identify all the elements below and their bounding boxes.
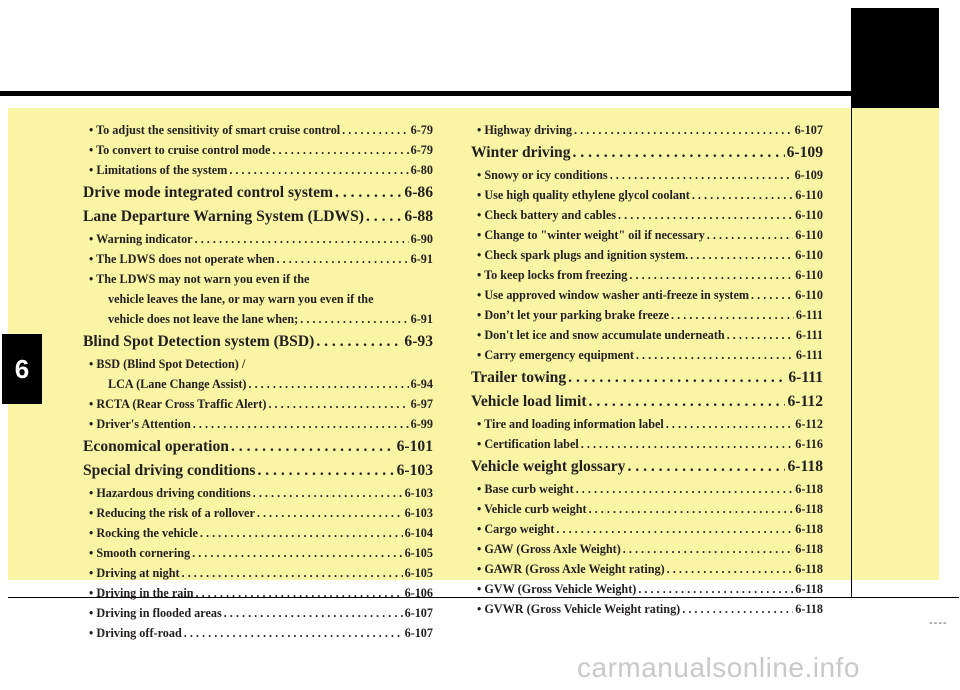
- toc-subentry[interactable]: [83, 623, 433, 643]
- dot-leader: [576, 479, 794, 499]
- toc-subentry[interactable]: [471, 434, 823, 454]
- toc-page-number: 6-112: [795, 417, 823, 431]
- toc-subentry[interactable]: [83, 523, 433, 543]
- toc-page-number: 6-107: [794, 123, 823, 137]
- toc-page-number: 6-111: [795, 348, 823, 362]
- dot-leader: [200, 523, 403, 543]
- toc-subentry[interactable]: [83, 543, 433, 563]
- toc-page-number: 6-118: [787, 458, 823, 475]
- page-marker: ----: [929, 617, 948, 629]
- toc-entry-title: • Driving in the rain: [89, 586, 194, 600]
- watermark-text: carmanualsonline.info: [577, 652, 860, 683]
- dot-leader: [589, 390, 786, 413]
- dot-leader: [257, 503, 403, 523]
- dot-leader: [682, 599, 793, 619]
- dot-leader: [638, 579, 793, 599]
- dot-leader: [229, 160, 408, 180]
- toc-subentry[interactable]: [83, 160, 433, 180]
- toc-page-number: 6-107: [404, 626, 433, 640]
- toc-page-number: 6-79: [410, 143, 433, 157]
- toc-section-entry[interactable]: [83, 435, 433, 458]
- dot-leader: [192, 543, 402, 563]
- toc-page-number: 6-94: [410, 377, 433, 391]
- dot-leader: [581, 434, 793, 454]
- toc-section-entry[interactable]: [83, 330, 433, 353]
- toc-page-number: 6-110: [795, 248, 823, 262]
- toc-page-number: 6-91: [410, 312, 433, 326]
- toc-subentry[interactable]: [83, 394, 433, 414]
- toc-subentry[interactable]: [471, 479, 823, 499]
- toc-page-number: 6-103: [396, 462, 433, 479]
- toc-subentry[interactable]: [83, 249, 433, 269]
- toc-subentry[interactable]: [471, 519, 823, 539]
- dot-leader: [184, 623, 403, 643]
- toc-page-number: 6-91: [410, 252, 433, 266]
- toc-subentry[interactable]: [471, 539, 823, 559]
- toc-page-number: 6-106: [404, 586, 433, 600]
- toc-entry-title: • Change to "winter weight" oil if necessary: [477, 228, 705, 242]
- toc-page-number: 6-118: [795, 602, 823, 616]
- dot-leader: [300, 309, 408, 329]
- toc-entry-title: • Warning indicator: [89, 232, 193, 246]
- dot-leader: [268, 394, 408, 414]
- dot-leader: [727, 325, 794, 345]
- dot-leader: [182, 563, 403, 583]
- toc-entry-title: • Smooth cornering: [89, 546, 191, 560]
- toc-page-number: 6-111: [795, 328, 823, 342]
- dot-leader: [568, 366, 786, 389]
- toc-subentry[interactable]: [83, 229, 433, 249]
- dot-leader: [627, 455, 785, 478]
- dot-leader: [667, 559, 794, 579]
- toc-page-number: 6-103: [404, 486, 433, 500]
- header-rule: [0, 91, 851, 96]
- margin-divider: [851, 108, 852, 598]
- toc-page-number: 6-105: [404, 546, 433, 560]
- toc-entry-title: • Reducing the risk of a rollover: [89, 506, 255, 520]
- toc-subentry[interactable]: [471, 245, 823, 265]
- toc-subentry[interactable]: [471, 345, 823, 365]
- toc-subentry[interactable]: [471, 165, 823, 185]
- toc-subentry[interactable]: [471, 559, 823, 579]
- toc-subentry[interactable]: [471, 205, 823, 225]
- toc-page-number: 6-104: [404, 526, 433, 540]
- dot-leader: [690, 245, 793, 265]
- toc-entry-title: Blind Spot Detection system (BSD): [83, 333, 315, 350]
- toc-entry-continuation: [83, 289, 433, 309]
- toc-section-entry[interactable]: [471, 390, 823, 413]
- dot-leader: [253, 483, 403, 503]
- toc-entry-title: Winter driving: [471, 144, 571, 161]
- toc-page-number: 6-109: [794, 168, 823, 182]
- dot-leader: [231, 435, 395, 458]
- toc-subentry[interactable]: [471, 120, 823, 140]
- toc-entry-title: Economical operation: [83, 438, 229, 455]
- toc-page-number: 6-116: [795, 437, 823, 451]
- toc-page-number: 6-93: [404, 333, 433, 350]
- toc-entry-title: • Base curb weight: [477, 482, 574, 496]
- dot-leader: [636, 345, 794, 365]
- toc-entry-title: • Certification label: [477, 437, 579, 451]
- toc-entry-title: • Driving off-road: [89, 626, 182, 640]
- corner-black-tab: [851, 8, 939, 108]
- toc-page-number: 6-90: [410, 232, 433, 246]
- toc-entry-title: • Hazardous driving conditions: [89, 486, 251, 500]
- toc-page-number: 6-118: [795, 482, 823, 496]
- dot-leader: [248, 374, 408, 394]
- toc-page-number: 6-101: [396, 438, 433, 455]
- toc-page-number: 6-110: [795, 188, 823, 202]
- dot-leader: [277, 249, 409, 269]
- toc-page-number: 6-97: [410, 397, 433, 411]
- toc-right-column: [471, 120, 823, 619]
- toc-section-entry[interactable]: [471, 141, 823, 164]
- toc-entry-title: • RCTA (Rear Cross Traffic Alert): [89, 397, 267, 411]
- dot-leader: [272, 140, 408, 160]
- toc-subentry[interactable]: [471, 225, 823, 245]
- toc-subentry[interactable]: [471, 185, 823, 205]
- toc-entry-title: • Cargo weight: [477, 522, 555, 536]
- toc-entry-title: • GVW (Gross Vehicle Weight): [477, 582, 637, 596]
- toc-page-number: 6-107: [404, 606, 433, 620]
- toc-left-column: [83, 120, 433, 643]
- toc-entry-title: • Don't let ice and snow accumulate underneath: [477, 328, 725, 342]
- toc-entry-continuation[interactable]: [83, 374, 433, 394]
- toc-subentry[interactable]: [471, 579, 823, 599]
- dot-leader: [666, 414, 793, 434]
- toc-entry-title: • Driver's Attention: [89, 417, 191, 431]
- toc-entry-title: • Driving at night: [89, 566, 180, 580]
- toc-page-number: 6-118: [795, 582, 823, 596]
- toc-entry-title: • Highway driving: [477, 123, 573, 137]
- dot-leader: [623, 539, 793, 559]
- toc-entry-title: • Check battery and cables: [477, 208, 617, 222]
- toc-section-entry[interactable]: [83, 181, 433, 204]
- dot-leader: [629, 265, 793, 285]
- toc-section-entry[interactable]: [83, 459, 433, 482]
- toc-subentry[interactable]: [471, 285, 823, 305]
- toc-entry-title: • Carry emergency equipment: [477, 348, 634, 362]
- toc-page-number: 6-86: [404, 184, 433, 201]
- dot-leader: [671, 305, 794, 325]
- toc-subentry[interactable]: [83, 603, 433, 623]
- dot-leader: [316, 330, 402, 353]
- toc-entry-title: • Snowy or icy conditions: [477, 168, 608, 182]
- toc-subentry[interactable]: [471, 599, 823, 619]
- toc-subentry: [83, 269, 433, 289]
- toc-subentry[interactable]: [83, 120, 433, 140]
- toc-page-number: 6-111: [788, 369, 823, 386]
- toc-subentry[interactable]: [471, 305, 823, 325]
- toc-page-number: 6-112: [787, 393, 823, 410]
- toc-page-number: 6-118: [795, 562, 823, 576]
- toc-entry-title: • To convert to cruise control mode: [89, 143, 271, 157]
- toc-subentry[interactable]: [471, 414, 823, 434]
- dot-leader: [366, 205, 402, 228]
- toc-page-number: 6-99: [410, 417, 433, 431]
- toc-entry-title: • Rocking the vehicle: [89, 526, 198, 540]
- toc-subentry[interactable]: [83, 503, 433, 523]
- toc-entry-title: • GVWR (Gross Vehicle Weight rating): [477, 602, 681, 616]
- dot-leader: [573, 141, 785, 164]
- dot-leader: [751, 285, 793, 305]
- toc-entry-continuation[interactable]: [83, 309, 433, 329]
- toc-entry-title: • The LDWS may not warn you even if the: [89, 272, 310, 286]
- toc-section-entry[interactable]: [83, 205, 433, 228]
- toc-entry-title: vehicle does not leave the lane when;: [108, 312, 299, 326]
- toc-entry-title: Vehicle weight glossary: [471, 458, 626, 475]
- dot-leader: [195, 583, 402, 603]
- dot-leader: [707, 225, 793, 245]
- toc-page-number: 6-110: [795, 228, 823, 242]
- toc-section-entry[interactable]: [471, 455, 823, 478]
- toc-subentry[interactable]: [83, 140, 433, 160]
- toc-entry-title: • Limitations of the system: [89, 163, 228, 177]
- toc-entry-title: • Vehicle curb weight: [477, 502, 587, 516]
- toc-entry-title: • To adjust the sensitivity of smart cruise control: [89, 123, 341, 137]
- dot-leader: [335, 181, 402, 204]
- dot-leader: [574, 120, 793, 140]
- toc-subentry[interactable]: [83, 583, 433, 603]
- toc-page-number: 6-80: [410, 163, 433, 177]
- toc-entry-title: • GAW (Gross Axle Weight): [477, 542, 621, 556]
- toc-entry-title: • GAWR (Gross Axle Weight rating): [477, 562, 665, 576]
- dot-leader: [224, 603, 403, 623]
- dot-leader: [589, 499, 794, 519]
- toc-entry-title: • The LDWS does not operate when: [89, 252, 275, 266]
- toc-page-number: 6-109: [786, 144, 823, 161]
- toc-page-number: 6-118: [795, 542, 823, 556]
- toc-entry-title: Vehicle load limit: [471, 393, 587, 410]
- toc-entry-title: • Driving in flooded areas: [89, 606, 222, 620]
- toc-page-number: 6-111: [795, 308, 823, 322]
- chapter-number: 6: [14, 353, 30, 384]
- toc-subentry[interactable]: [83, 483, 433, 503]
- toc-entry-title: • Tire and loading information label: [477, 417, 664, 431]
- dot-leader: [193, 414, 409, 434]
- toc-entry-title: • Use approved window washer anti-freeze in system: [477, 288, 750, 302]
- toc-subentry: [83, 354, 433, 374]
- toc-page-number: 6-103: [404, 506, 433, 520]
- toc-subentry[interactable]: [471, 325, 823, 345]
- dot-leader: [556, 519, 793, 539]
- chapter-tab[interactable]: [2, 334, 42, 404]
- dot-leader: [195, 229, 409, 249]
- toc-page-number: 6-118: [795, 522, 823, 536]
- toc-entry-title: • Check spark plugs and ignition system.: [477, 248, 689, 262]
- dot-leader: [610, 165, 793, 185]
- toc-page-number: 6-110: [795, 268, 823, 282]
- toc-entry-title: Drive mode integrated control system: [83, 184, 334, 201]
- toc-section-entry[interactable]: [471, 366, 823, 389]
- toc-entry-title: • Don’t let your parking brake freeze: [477, 308, 670, 322]
- dot-leader: [692, 185, 793, 205]
- toc-page-number: 6-118: [795, 502, 823, 516]
- toc-page-number: 6-110: [795, 288, 823, 302]
- toc-entry-title: • Use high quality ethylene glycol coolant: [477, 188, 690, 202]
- toc-page-number: 6-110: [795, 208, 823, 222]
- toc-subentry[interactable]: [471, 265, 823, 285]
- toc-subentry[interactable]: [471, 499, 823, 519]
- toc-subentry[interactable]: [83, 414, 433, 434]
- dot-leader: [257, 459, 394, 482]
- toc-page-number: 6-88: [404, 208, 433, 225]
- toc-page-number: 6-105: [404, 566, 433, 580]
- toc-page-number: 6-79: [410, 123, 433, 137]
- toc-entry-title: Trailer towing: [471, 369, 567, 386]
- toc-subentry[interactable]: [83, 563, 433, 583]
- toc-entry-title: • BSD (Blind Spot Detection) /: [89, 357, 246, 371]
- toc-entry-title: Special driving conditions: [83, 462, 256, 479]
- toc-entry-title: LCA (Lane Change Assist): [108, 377, 247, 391]
- toc-entry-title: vehicle leaves the lane, or may warn you even if the: [108, 292, 374, 306]
- toc-entry-title: • To keep locks from freezing: [477, 268, 628, 282]
- dot-leader: [342, 120, 408, 140]
- dot-leader: [618, 205, 793, 225]
- toc-entry-title: Lane Departure Warning System (LDWS): [83, 208, 364, 225]
